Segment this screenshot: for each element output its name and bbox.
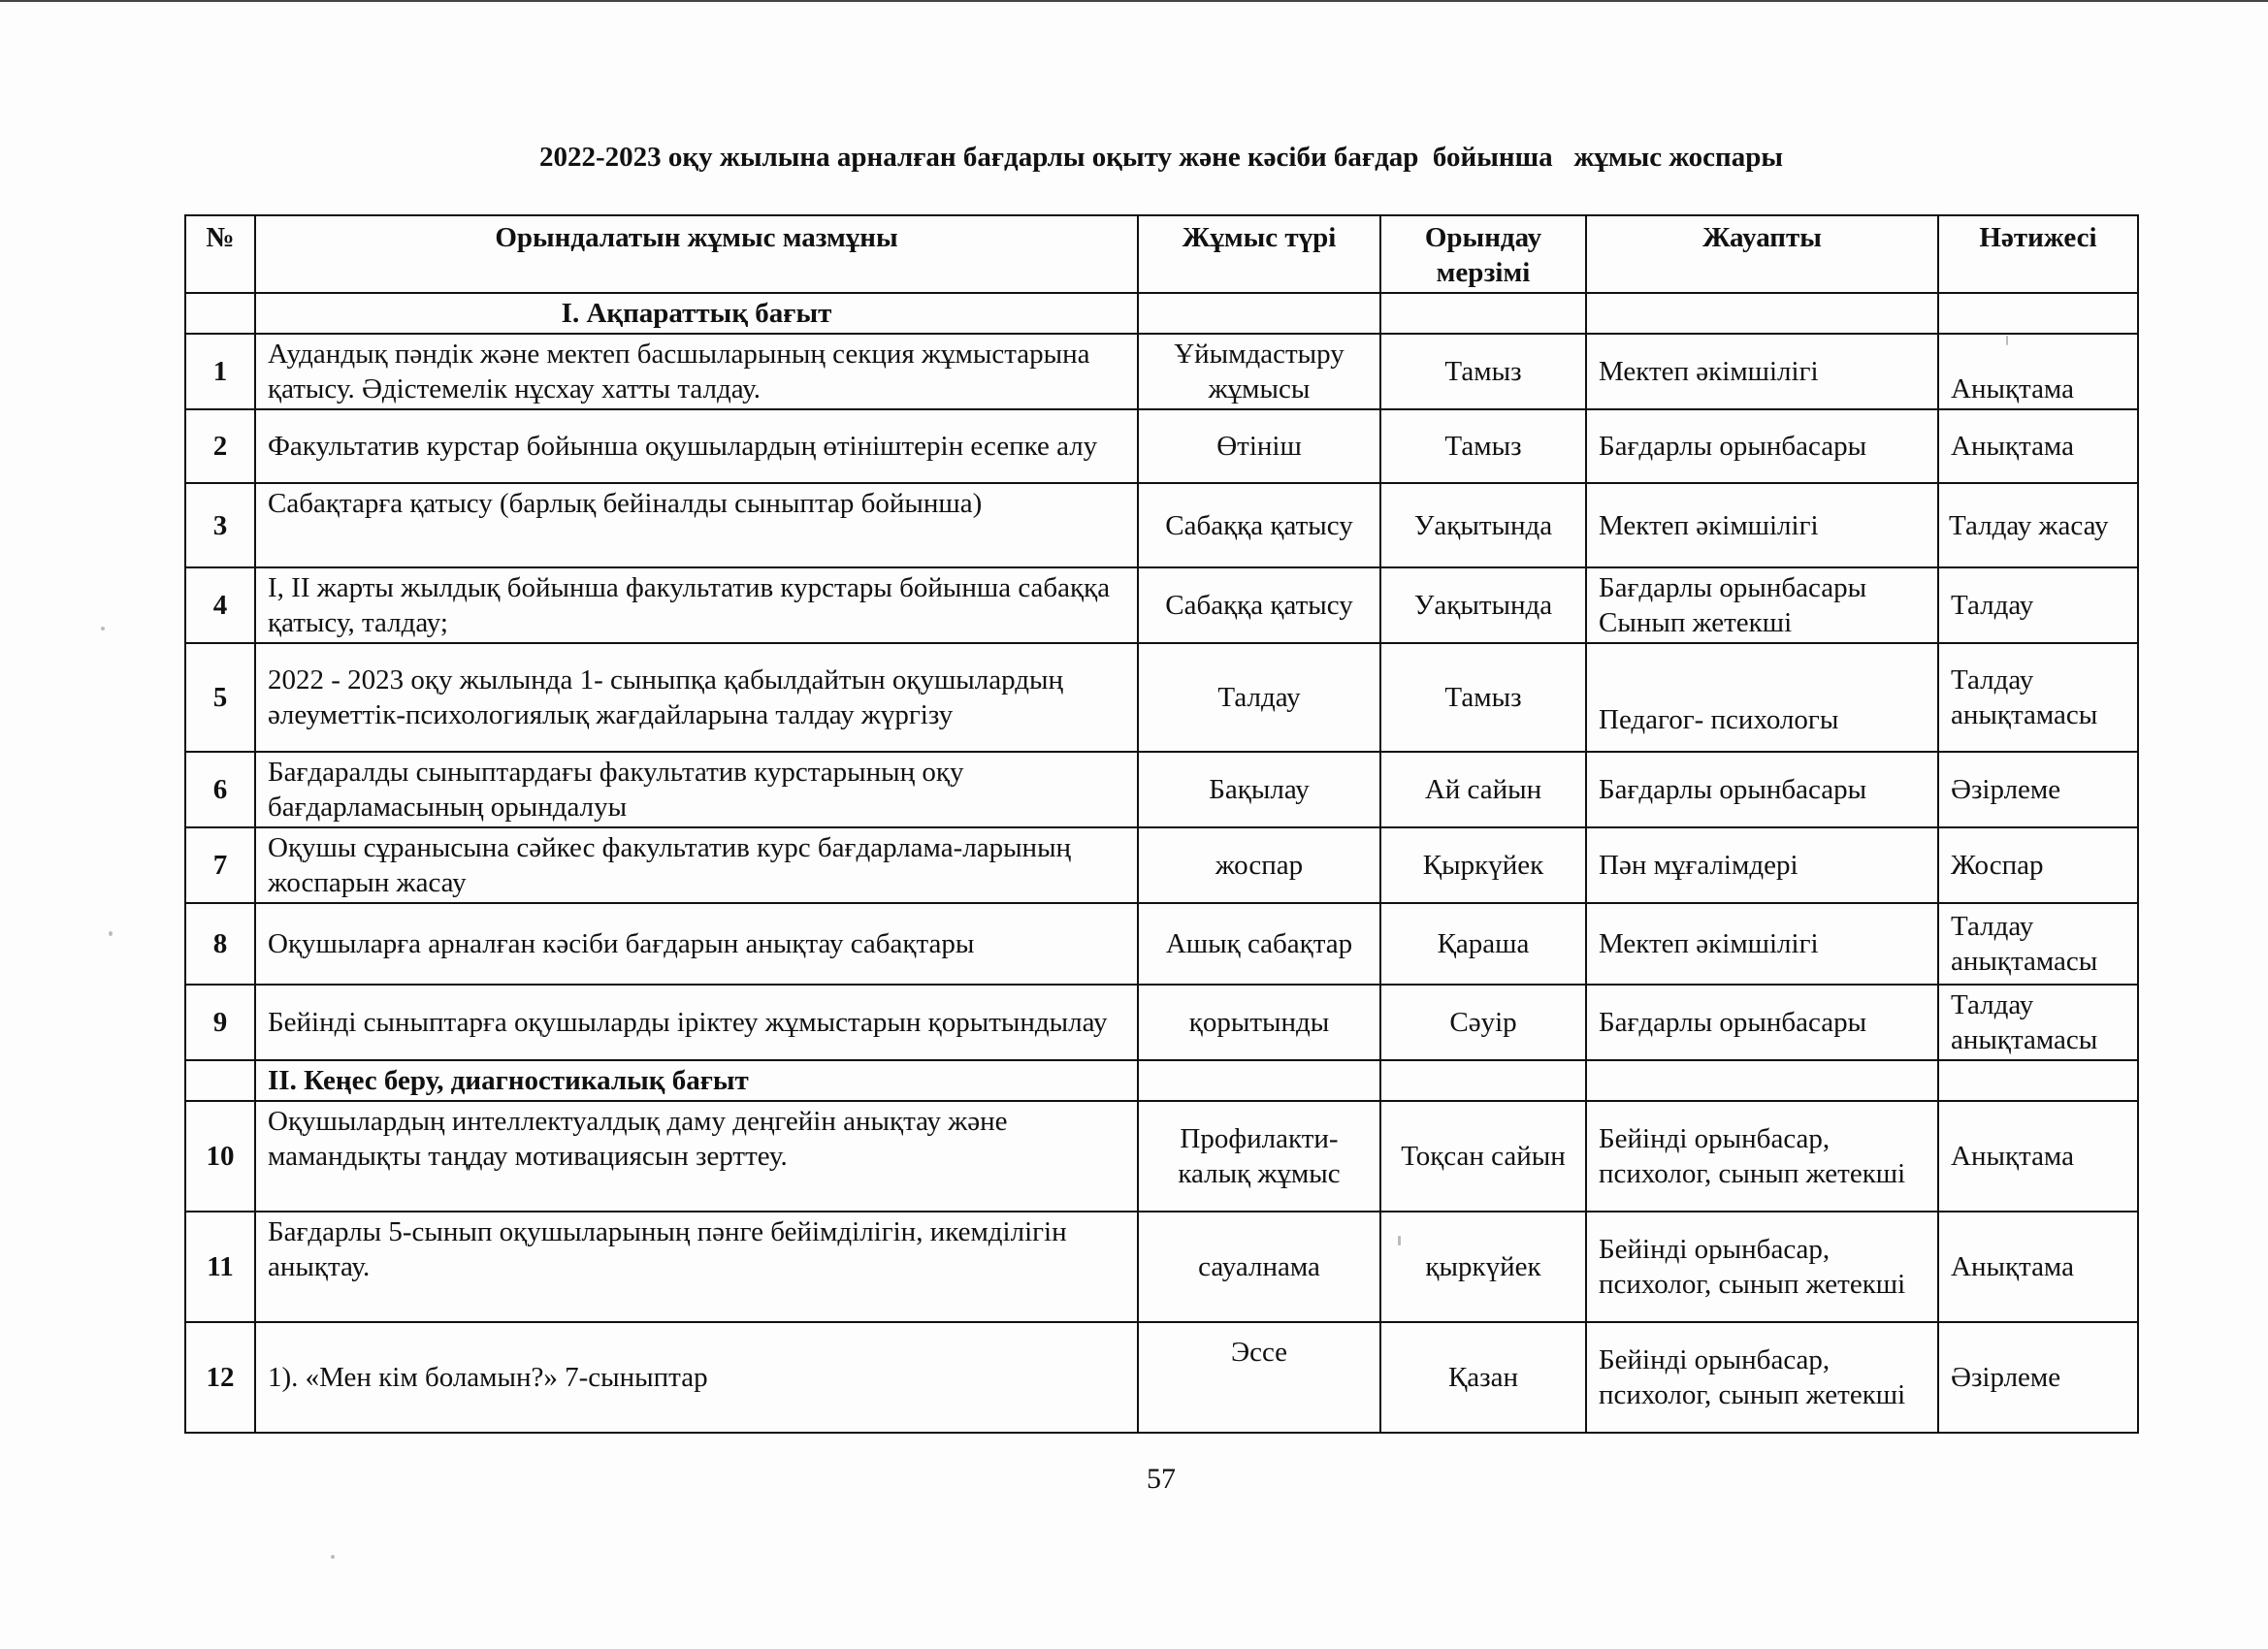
- row-work-type: Эссе: [1138, 1322, 1380, 1433]
- row-work-type: Ашық сабақтар: [1138, 903, 1380, 985]
- row-content: Факультатив курстар бойынша оқушылардың өтініштерін есепке алу: [255, 409, 1138, 483]
- table-row: [185, 827, 2138, 903]
- row-content: Оқушы сұранысына сәйкес факультатив курс бағдарлама-ларының жоспарын жасау: [255, 827, 1138, 903]
- row-due-date: Тамыз: [1380, 409, 1586, 483]
- row-due-date: Қазан: [1380, 1322, 1586, 1433]
- row-due-date: Қараша: [1380, 903, 1586, 985]
- row-work-type: жоспар: [1138, 827, 1380, 903]
- table-row: [185, 1101, 2138, 1212]
- row-due-date: Қыркүйек: [1380, 827, 1586, 903]
- section-row: [185, 1060, 2138, 1101]
- row-number: 4: [185, 567, 255, 643]
- row-result: Әзірлеме: [1938, 752, 2138, 827]
- section-row: [185, 293, 2138, 334]
- header-result: Нәтижесі: [1938, 215, 2138, 293]
- row-due-date: Тоқсан сайын: [1380, 1101, 1586, 1212]
- row-number: 9: [185, 985, 255, 1060]
- row-result: Анықтама: [1938, 334, 2138, 409]
- row-work-type: Профилакти-калық жұмыс: [1138, 1101, 1380, 1212]
- row-content: Сабақтарға қатысу (барлық бейіналды сыныптар бойынша): [255, 483, 1138, 567]
- table-row: [185, 567, 2138, 643]
- table-row: [185, 334, 2138, 409]
- row-content: Оқушыларға арналған кәсіби бағдарын анықтау сабақтары: [255, 903, 1138, 985]
- row-work-type: Сабаққа қатысу: [1138, 483, 1380, 567]
- row-result: Талдау: [1938, 567, 2138, 643]
- row-responsible: Мектеп әкімшілігі: [1586, 903, 1938, 985]
- row-work-type: Сабаққа қатысу: [1138, 567, 1380, 643]
- row-due-date: Тамыз: [1380, 643, 1586, 752]
- table-row: [185, 1212, 2138, 1322]
- row-work-type: Бақылау: [1138, 752, 1380, 827]
- row-work-type: сауалнама: [1138, 1212, 1380, 1322]
- table-row: [185, 643, 2138, 752]
- row-result: Талдау жасау: [1938, 483, 2138, 567]
- row-responsible: Бейінді орынбасар, психолог, сынып жетекші: [1586, 1322, 1938, 1433]
- header-work-type: Жұмыс түрі: [1138, 215, 1380, 293]
- row-responsible: Бағдарлы орынбасары: [1586, 985, 1938, 1060]
- work-plan-table: [184, 214, 2139, 1434]
- header-responsible: Жауапты: [1586, 215, 1938, 293]
- row-number: 10: [185, 1101, 255, 1212]
- scan-speck: [331, 1555, 335, 1559]
- page-top-edge: [0, 0, 2268, 2]
- row-content: Бағдарлы 5-сынып оқушыларының пәнге бейімділігін, икемділігін анықтау.: [255, 1212, 1138, 1322]
- row-responsible: Пән мұғалімдері: [1586, 827, 1938, 903]
- row-result: Анықтама: [1938, 1101, 2138, 1212]
- header-number: №: [185, 215, 255, 293]
- row-content: Бағдаралды сыныптардағы факультатив курстарының оқу бағдарламасының орындалуы: [255, 752, 1138, 827]
- header-due-date: Орындау мерзімі: [1380, 215, 1586, 293]
- row-number: 6: [185, 752, 255, 827]
- row-work-type: Талдау: [1138, 643, 1380, 752]
- row-content: 2022 - 2023 оқу жылында 1- сыныпқа қабылдайтын оқушылардың әлеуметтік-психологиялық жағдайларына талдау жүргізу: [255, 643, 1138, 752]
- row-content: Оқушылардың интеллектуалдық даму деңгейін анықтау және мамандықты таңдау мотивациясын зерттеу.: [255, 1101, 1138, 1212]
- row-result: Талдау анықтамасы: [1938, 903, 2138, 985]
- scan-speck: [101, 627, 105, 630]
- row-work-type: Ұйымдастыру жұмысы: [1138, 334, 1380, 409]
- section-title: ІІ. Кеңес беру, диагностикалық бағыт: [255, 1060, 1138, 1101]
- row-number: 2: [185, 409, 255, 483]
- row-due-date: қыркүйек: [1380, 1212, 1586, 1322]
- row-responsible: Бағдарлы орынбасары: [1586, 752, 1938, 827]
- row-number: 8: [185, 903, 255, 985]
- page-number: 57: [1147, 1463, 1176, 1495]
- row-result: Жоспар: [1938, 827, 2138, 903]
- row-result: Анықтама: [1938, 1212, 2138, 1322]
- row-content: І, ІІ жарты жылдық бойынша факультатив курстары бойынша сабаққа қатысу, талдау;: [255, 567, 1138, 643]
- row-number: 7: [185, 827, 255, 903]
- row-responsible: Бағдарлы орынбасары Сынып жетекші: [1586, 567, 1938, 643]
- table-row: [185, 985, 2138, 1060]
- header-content: Орындалатын жұмыс мазмұны: [255, 215, 1138, 293]
- row-content: Аудандық пәндік және мектеп басшыларының секция жұмыстарына қатысу. Әдістемелік нұсхау хатты талдау.: [255, 334, 1138, 409]
- section-title: І. Ақпараттық бағыт: [255, 293, 1138, 334]
- row-responsible: Бағдарлы орынбасары: [1586, 409, 1938, 483]
- row-number: 5: [185, 643, 255, 752]
- table-row: [185, 903, 2138, 985]
- row-responsible: Бейінді орынбасар, психолог, сынып жетекші: [1586, 1212, 1938, 1322]
- row-content: Бейінді сыныптарға оқушыларды іріктеу жұмыстарын қорытындылау: [255, 985, 1138, 1060]
- table-row: [185, 752, 2138, 827]
- row-work-type: қорытынды: [1138, 985, 1380, 1060]
- row-due-date: Уақытында: [1380, 483, 1586, 567]
- row-content: 1). «Мен кім боламын?» 7-сыныптар: [255, 1322, 1138, 1433]
- scan-speck: [1398, 1236, 1401, 1245]
- row-due-date: Уақытында: [1380, 567, 1586, 643]
- row-responsible: Бейінді орынбасар, психолог, сынып жетекші: [1586, 1101, 1938, 1212]
- table-row: [185, 483, 2138, 567]
- scan-speck: [109, 931, 113, 936]
- row-due-date: Сәуір: [1380, 985, 1586, 1060]
- row-responsible: Мектеп әкімшілігі: [1586, 483, 1938, 567]
- row-number: 3: [185, 483, 255, 567]
- row-result: Анықтама: [1938, 409, 2138, 483]
- table-row: [185, 409, 2138, 483]
- row-number: 1: [185, 334, 255, 409]
- row-result: Талдау анықтамасы: [1938, 643, 2138, 752]
- table-row: [185, 1322, 2138, 1433]
- scan-speck: [2006, 336, 2008, 345]
- row-result: Талдау анықтамасы: [1938, 985, 2138, 1060]
- document-title: 2022-2023 оқу жылына арналған бағдарлы оқыту және кәсіби бағдар бойынша жұмыс жоспары: [538, 142, 1784, 173]
- row-result: Әзірлеме: [1938, 1322, 2138, 1433]
- table-header-row: [185, 215, 2138, 293]
- row-work-type: Өтініш: [1138, 409, 1380, 483]
- row-number: 12: [185, 1322, 255, 1433]
- row-due-date: Ай сайын: [1380, 752, 1586, 827]
- row-responsible: Педагог- психологы: [1586, 643, 1938, 752]
- row-due-date: Тамыз: [1380, 334, 1586, 409]
- row-number: 11: [185, 1212, 255, 1322]
- row-responsible: Мектеп әкімшілігі: [1586, 334, 1938, 409]
